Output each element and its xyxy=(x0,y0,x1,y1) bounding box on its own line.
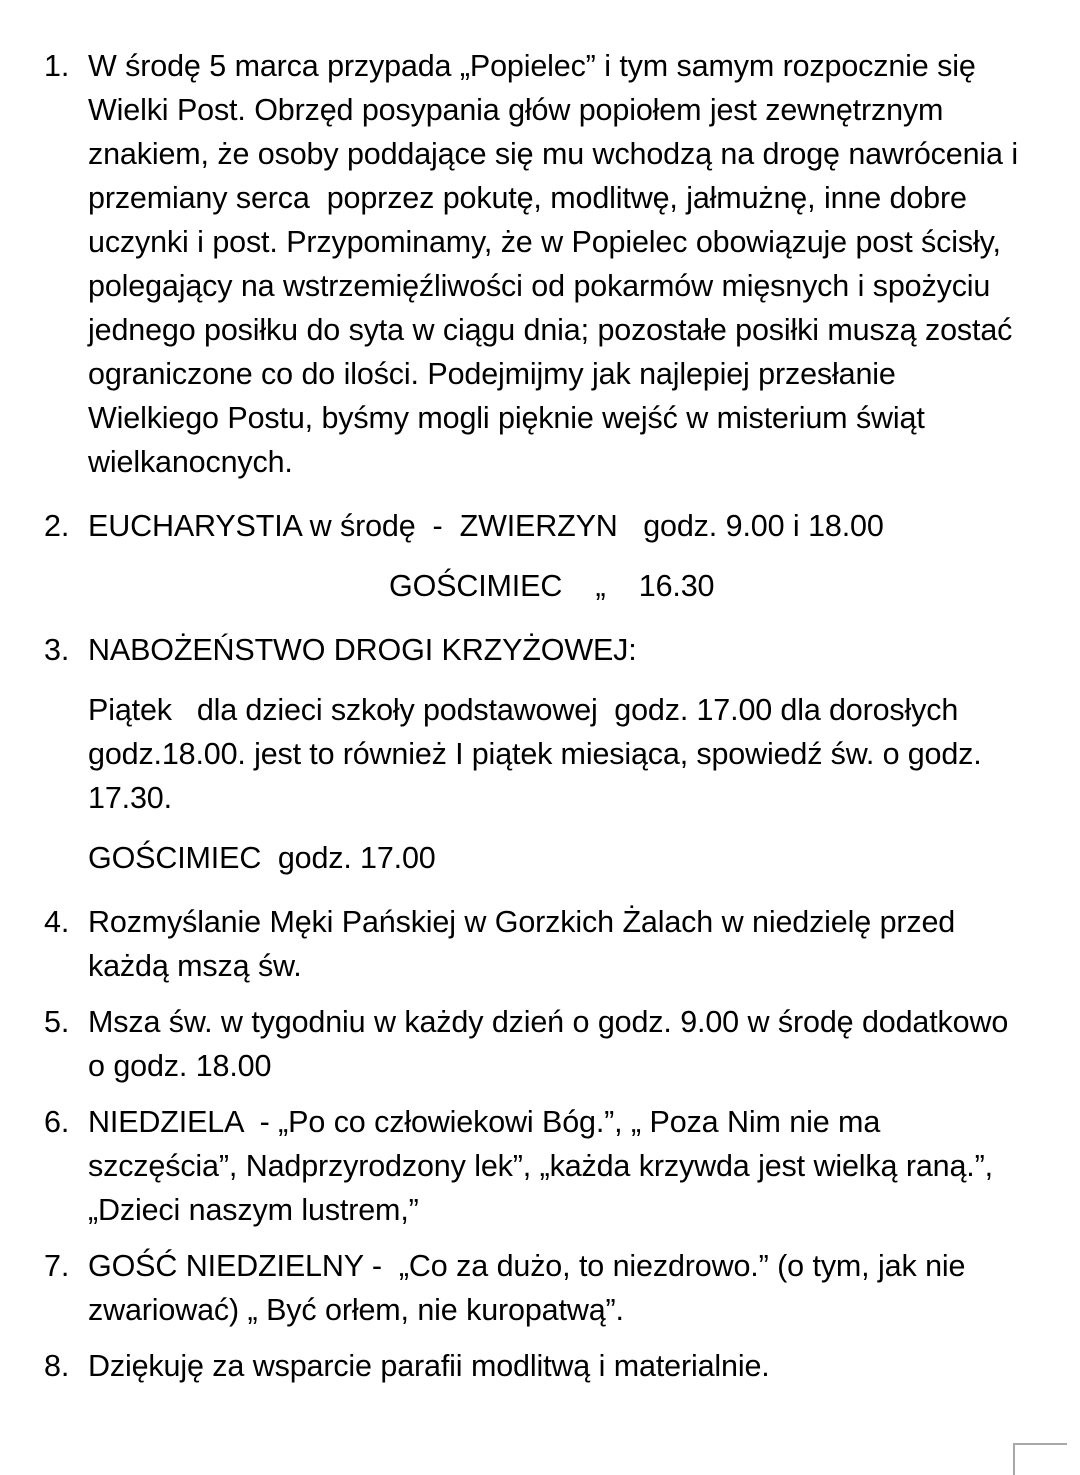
list-item-text: NABOŻEŃSTWO DROGI KRZYŻOWEJ: xyxy=(88,633,637,667)
list-item-number: 6. xyxy=(44,1105,70,1139)
list-item-subparagraph: GOŚCIMIEC godz. 17.00 xyxy=(88,841,436,875)
announcement-list xyxy=(44,44,1030,1402)
list-item-body xyxy=(88,628,1030,880)
list-item-body xyxy=(88,1000,1030,1088)
list-item xyxy=(44,1344,1030,1388)
list-item-number: 4. xyxy=(44,905,70,939)
list-item-body xyxy=(88,1244,1030,1332)
list-item xyxy=(44,900,1030,988)
list-item xyxy=(44,1000,1030,1088)
list-item-number: 1. xyxy=(44,49,70,83)
list-item-text: Msza św. w tygodniu w każdy dzień o godz. 9.00 w środę dodatkowo o godz. 18.00 xyxy=(88,1005,1017,1083)
list-item-indented-line: GOŚCIMIEC „ 16.30 xyxy=(389,569,715,603)
list-item-text: Rozmyślanie Męki Pańskiej w Gorzkich Żalach w niedzielę przed każdą mszą św. xyxy=(88,905,964,983)
list-item xyxy=(44,628,1030,880)
list-item-number: 2. xyxy=(44,509,70,543)
list-item xyxy=(44,1100,1030,1232)
list-item-body xyxy=(88,44,1030,484)
list-item-number: 7. xyxy=(44,1249,70,1283)
list-item-text: W środę 5 marca przypada „Popielec” i tym samym rozpocznie się Wielki Post. Obrzęd posypania głów popiołem jest zewnętrznym znakiem, że osoby poddające się mu wchodzą na drogę nawrócenia i przemiany serca poprzez pokutę, modlitwę, jałmużnę, inne dobre uczynki i post. Przypominamy, że w Popielec obowiązuje post ścisły, polegający na wstrzemięźliwości od pokarmów mięsnych i spożyciu jednego posiłku do syta w ciągu dnia; pozostałe posiłki muszą zostać ograniczone co do ilości. Podejmijmy jak najlepiej przesłanie Wielkiego Postu, byśmy mogli pięknie wejść w misterium świąt wielkanocnych. xyxy=(88,49,1027,479)
list-item xyxy=(44,1244,1030,1332)
list-item xyxy=(44,44,1030,484)
list-item-text: EUCHARYSTIA w środę - ZWIERZYN godz. 9.00 i 18.00 xyxy=(88,509,884,543)
list-item-body xyxy=(88,1100,1030,1232)
list-item-text: GOŚĆ NIEDZIELNY - „Co za dużo, to niezdrowo.” (o tym, jak nie zwariować) „ Być orłem, nie kuropatwą”. xyxy=(88,1249,974,1327)
list-item-body xyxy=(88,504,1030,608)
list-item-subparagraph: Piątek dla dzieci szkoły podstawowej godz. 17.00 dla dorosłych godz.18.00. jest to również I piątek miesiąca, spowiedź św. o godz. 17.30. xyxy=(88,693,990,815)
list-item-body xyxy=(88,1344,1030,1388)
list-item-number: 5. xyxy=(44,1005,70,1039)
list-item-text: NIEDZIELA - „Po co człowiekowi Bóg.”, „ Poza Nim nie ma szczęścia”, Nadprzyrodzony lek”, „każda krzywda jest wielką raną.”, „Dzieci naszym lustrem,” xyxy=(88,1105,1002,1227)
list-item-text: Dziękuję za wsparcie parafii modlitwą i materialnie. xyxy=(88,1349,770,1383)
list-item xyxy=(44,504,1030,608)
list-item-number: 8. xyxy=(44,1349,70,1383)
list-item-body xyxy=(88,900,1030,988)
page-corner-mark xyxy=(1013,1443,1067,1475)
list-item-number: 3. xyxy=(44,633,70,667)
